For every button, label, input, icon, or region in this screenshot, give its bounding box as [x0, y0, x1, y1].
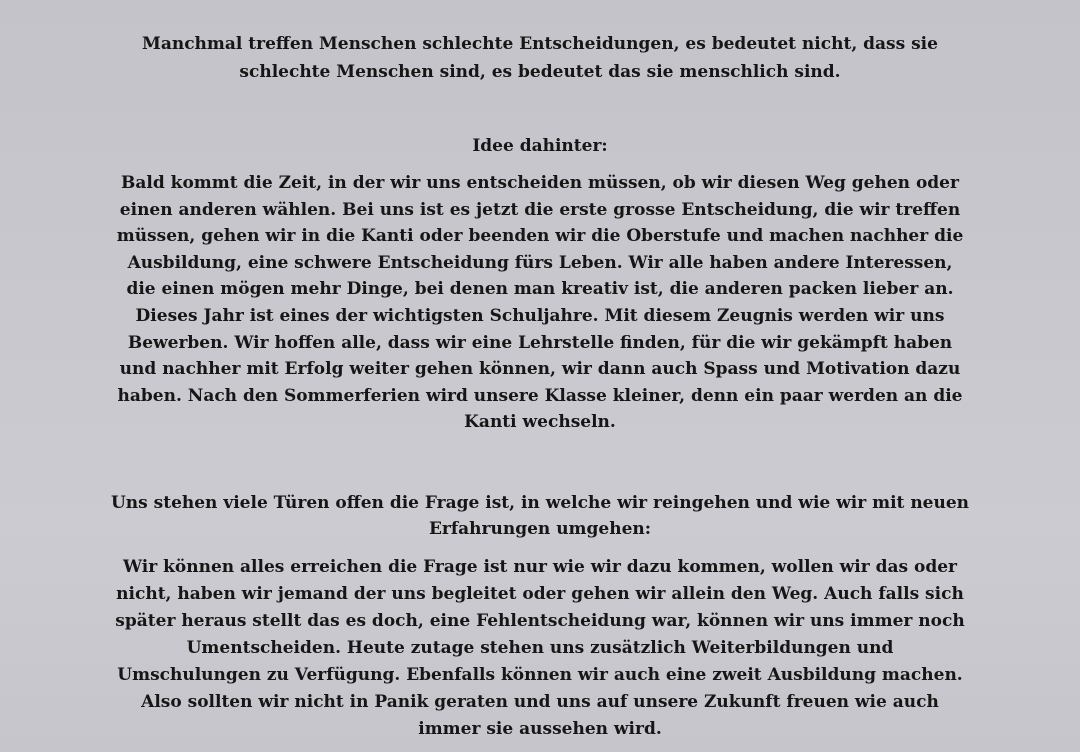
intro-line: schlechte Menschen sind, es bedeutet das sie menschlich sind. — [239, 62, 841, 82]
paragraph-line: Ausbildung, eine schwere Entscheidung fürs Leben. Wir alle haben andere Interessen, — [127, 252, 953, 273]
paragraph-line: haben. Nach den Sommerferien wird unsere Klasse kleiner, denn ein paar werden an die — [117, 385, 963, 406]
section2-heading — [50, 490, 1030, 542]
heading-line: Uns stehen viele Türen offen die Frage ist, in welche wir reingehen und wie wir mit neuen — [110, 493, 970, 513]
heading-line: Erfahrungen umgehen: — [428, 519, 652, 539]
paragraph-line: Wir können alles erreichen die Frage ist nur wie wir dazu kommen, wollen wir das oder — [122, 557, 957, 577]
paragraph-line: Bald kommt die Zeit, in der wir uns entscheiden müssen, ob wir diesen Weg gehen oder — [121, 173, 959, 193]
paragraph-line: einen anderen wählen. Bei uns ist es jetzt die erste grosse Entscheidung, die wir treffen — [119, 199, 961, 220]
section1-heading: Idee dahinter: — [472, 136, 608, 156]
paragraph-line: müssen, gehen wir in die Kanti oder beenden wir die Oberstufe und machen nachher die — [116, 226, 964, 247]
paragraph-line: und nachher mit Erfolg weiter gehen können, wir dann auch Spass und Motivation dazu — [119, 359, 961, 380]
intro-quote — [50, 30, 1030, 86]
paragraph-line: die einen mögen mehr Dinge, bei denen man kreativ ist, die anderen packen lieber an. — [126, 279, 954, 300]
section2-paragraph — [50, 554, 1030, 743]
paragraph-line: später heraus stellt das es doch, eine Fehlentscheidung war, können wir uns immer noch — [115, 611, 965, 631]
intro-line: Manchmal treffen Menschen schlechte Entscheidungen, es bedeutet nicht, dass sie — [142, 34, 938, 54]
paragraph-line: Also sollten wir nicht in Panik geraten und uns auf unsere Zukunft freuen wie auch — [141, 692, 939, 712]
paragraph-line: Umschulungen zu Verfügung. Ebenfalls können wir auch eine zweit Ausbildung machen. — [117, 665, 963, 685]
section1-paragraph — [50, 170, 1030, 436]
paragraph-line: Kanti wechseln. — [464, 412, 616, 433]
paragraph-line: immer sie aussehen wird. — [418, 719, 662, 739]
paragraph-line: Umentscheiden. Heute zutage stehen uns zusätzlich Weiterbildungen und — [186, 638, 894, 658]
paragraph-line: Bewerben. Wir hoffen alle, dass wir eine Lehrstelle finden, für die wir gekämpft haben — [127, 332, 953, 353]
paragraph-line: Dieses Jahr ist eines der wichtigsten Schuljahre. Mit diesem Zeugnis werden wir uns — [135, 305, 945, 326]
paragraph-line: nicht, haben wir jemand der uns begleitet oder gehen wir allein den Weg. Auch falls sich — [116, 584, 964, 604]
